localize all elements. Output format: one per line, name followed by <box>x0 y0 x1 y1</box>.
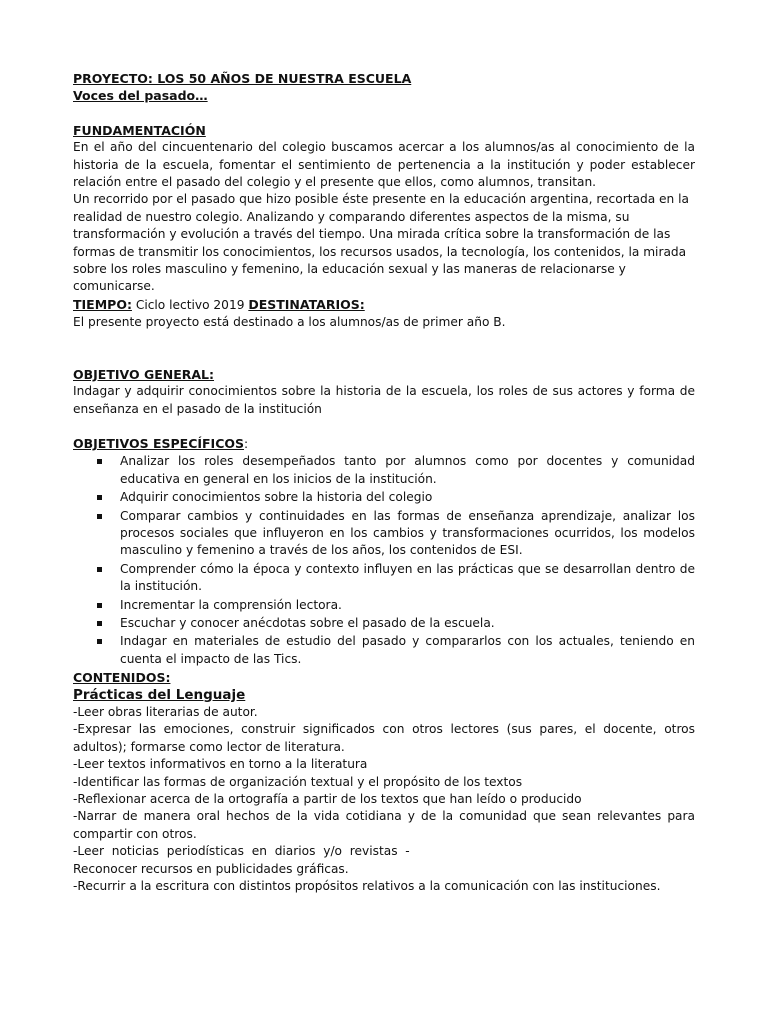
bullet-icon <box>97 639 102 644</box>
list-item <box>73 633 695 668</box>
list-item-text: Escuchar y conocer anécdotas sobre el pasado de la escuela. <box>120 615 495 630</box>
list-item-text: Analizar los roles desempeñados tanto por alumnos como por docentes y comunidad educativa en general en los inicios de la institución. <box>120 454 695 486</box>
contenidos-line: -Recurrir a la escritura con distintos propósitos relativos a la comunicación con las instituciones. <box>73 879 661 894</box>
document-title: PROYECTO: LOS 50 AÑOS DE NUESTRA ESCUELA <box>73 71 412 86</box>
contenidos-subheading: Prácticas del Lenguaje <box>73 686 246 703</box>
list-item-text: Adquirir conocimientos sobre la historia del colegio <box>120 490 433 505</box>
list-item-text: Indagar en materiales de estudio del pasado y compararlos con los actuales, teniendo en cuenta el impacto de las Tics. <box>120 634 695 666</box>
bullet-icon <box>97 459 102 464</box>
list-item <box>73 615 695 632</box>
tiempo-line <box>73 296 695 314</box>
destinatarios-label: DESTINATARIOS: <box>248 296 365 312</box>
objetivo-general-text: Indagar y adquirir conocimientos sobre la historia de la escuela, los roles de sus actores y forma de enseñanza en el pasado de la institución <box>73 384 695 416</box>
contenidos-line: -Leer textos informativos en torno a la literatura <box>73 757 368 772</box>
objetivos-especificos-list <box>73 453 695 668</box>
objetivos-especificos-heading: OBJETIVOS ESPECÍFICOS <box>73 435 245 451</box>
spacer <box>73 418 695 435</box>
contenidos-line: Reconocer recursos en publicidades gráficas. <box>73 861 349 876</box>
contenidos-line: -Narrar de manera oral hechos de la vida cotidiana y de la comunidad que sean relevantes para compartir con otros. <box>73 809 695 841</box>
document-page <box>73 70 695 895</box>
contenidos-line: -Reflexionar acerca de la ortografía a partir de los textos que han leído o producido <box>73 792 582 807</box>
tiempo-label: TIEMPO: <box>73 296 132 312</box>
list-item-text: Comparar cambios y continuidades en las formas de enseñanza aprendizaje, analizar los procesos sociales que influyeron en los cambios y transformaciones ocurridos, los modelos masculino y femenino a través de los años, los contenidos de ESI. <box>120 508 695 558</box>
objetivos-especificos-heading-line <box>73 435 695 453</box>
bullet-icon <box>97 621 102 626</box>
destinatarios-text: El presente proyecto está destinado a los alumnos/as de primer año B. <box>73 315 506 330</box>
fundamentacion-paragraph-1: En el año del cincuentenario del colegio buscamos acercar a los alumnos/as al conocimiento de la historia de la escuela, fomentar el sentimiento de pertenencia a la institución y poder establecer relación entre el pasado del colegio y el presente que ellos, como alumnos, transitan. <box>73 140 695 190</box>
objetivos-especificos-colon: : <box>244 436 249 451</box>
fundamentacion-heading: FUNDAMENTACIÓN <box>73 122 206 138</box>
spacer <box>73 332 695 366</box>
list-item <box>73 597 695 614</box>
fundamentacion-paragraph-2: Un recorrido por el pasado que hizo posible éste presente en la educación argentina, recortada en la realidad de nuestro colegio. Analizando y comparando diferentes aspectos de la misma, su transformación y evolución a través del tiempo. Una mirada crítica sobre la transformación de las formas de transmitir los conocimientos, los recursos usados, la tecnología, los contenidos, la mirada sobre los roles masculino y femenino, la educación sexual y las maneras de relacionarse y comunicarse. <box>73 192 690 294</box>
objetivo-general-heading: OBJETIVO GENERAL: <box>73 366 215 382</box>
contenidos-line: -Leer obras literarias de autor. <box>73 705 258 719</box>
list-item <box>73 508 695 560</box>
spacer <box>73 105 695 122</box>
document-subtitle: Voces del pasado… <box>73 88 208 104</box>
contenidos-heading: CONTENIDOS: <box>73 670 171 686</box>
list-item-text: Comprender cómo la época y contexto influyen en las prácticas que se desarrollan dentro de la institución. <box>120 561 695 594</box>
contenidos-line: -Identificar las formas de organización textual y el propósito de los textos <box>73 774 523 789</box>
contenidos-line: -Expresar las emociones, construir significados con otros lectores (sus pares, el docente, otros adultos); formarse como lector de literatura. <box>73 722 695 754</box>
list-item <box>73 561 695 596</box>
list-item <box>73 453 695 488</box>
bullet-icon <box>97 514 102 519</box>
bullet-icon <box>97 603 102 608</box>
bullet-icon <box>97 495 102 500</box>
list-item <box>73 489 695 506</box>
list-item-text: Incrementar la comprensión lectora. <box>120 597 342 612</box>
tiempo-value: Ciclo lectivo 2019 <box>131 297 249 312</box>
bullet-icon <box>97 567 102 572</box>
contenidos-line: -Leer noticias periodísticas en diarios y/o revistas - <box>73 844 410 859</box>
